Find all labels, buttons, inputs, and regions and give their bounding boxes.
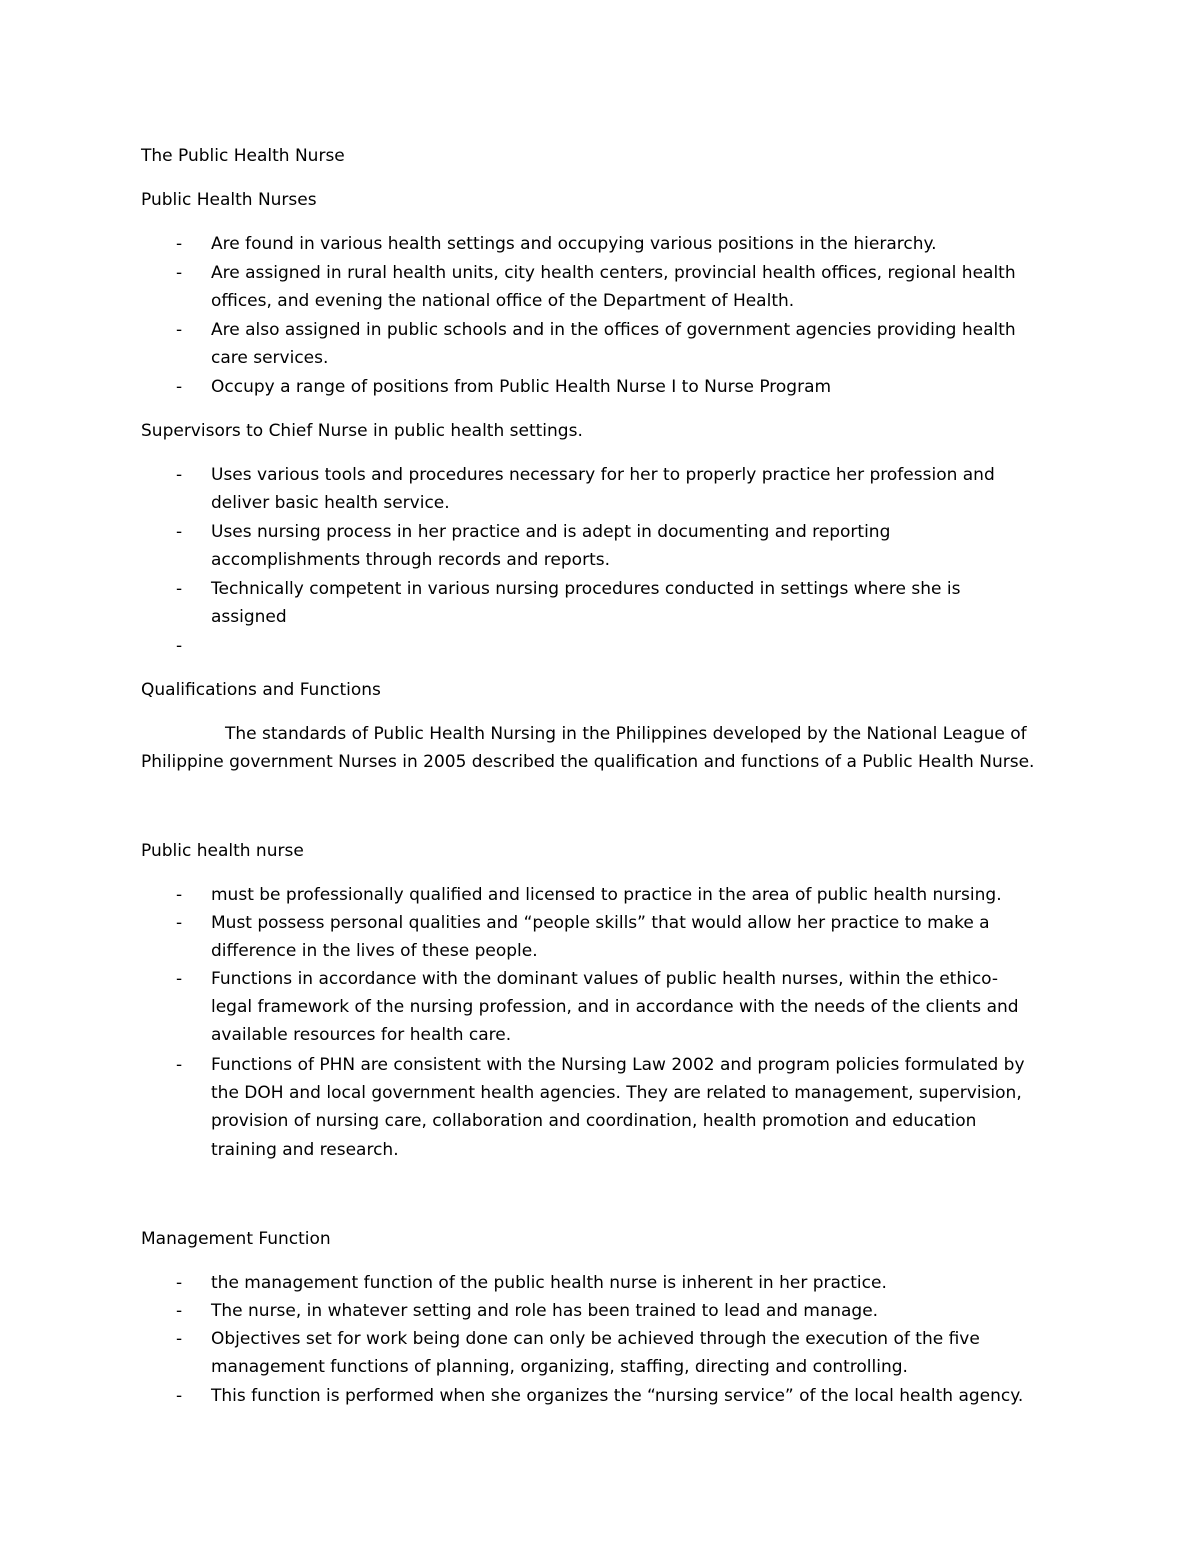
bullet-marker: - (176, 579, 183, 599)
bullet-text: management functions of planning, organizing, staffing, directing and controlling. (211, 1357, 908, 1377)
bullet-text: the DOH and local government health agencies. They are related to management, supervision, (211, 1083, 1022, 1103)
bullet-text: Objectives set for work being done can only be achieved through the execution of the five (211, 1329, 980, 1349)
bullet-text: Functions in accordance with the dominant values of public health nurses, within the ethico- (211, 969, 999, 989)
bullet-text: This function is performed when she organizes the “nursing service” of the local health agency. (211, 1386, 1024, 1406)
bullet-text: Uses nursing process in her practice and is adept in documenting and reporting (211, 522, 891, 542)
bullet-marker: - (176, 263, 183, 283)
bullet-text: Uses various tools and procedures necessary for her to properly practice her profession and (211, 465, 995, 485)
bullet-marker: - (176, 377, 183, 397)
section-heading-public-health-nurses: Public Health Nurses (141, 190, 317, 210)
section-heading-public-health-nurse: Public health nurse (141, 841, 304, 861)
paragraph-text: The standards of Public Health Nursing in the Philippines developed by the National League of (225, 724, 1027, 744)
section-heading-supervisors: Supervisors to Chief Nurse in public health settings. (141, 421, 583, 441)
bullet-text: Occupy a range of positions from Public Health Nurse I to Nurse Program (211, 377, 832, 397)
bullet-text: deliver basic health service. (211, 493, 450, 513)
bullet-text: Are found in various health settings and occupying various positions in the hierarchy. (211, 234, 937, 254)
bullet-text: Technically competent in various nursing procedures conducted in settings where she is (211, 579, 961, 599)
bullet-text: Must possess personal qualities and “people skills” that would allow her practice to make a (211, 913, 990, 933)
document-title: The Public Health Nurse (141, 146, 345, 166)
section-heading-management-function: Management Function (141, 1229, 331, 1249)
bullet-marker: - (176, 1329, 183, 1349)
bullet-marker: - (176, 234, 183, 254)
bullet-text: legal framework of the nursing profession, and in accordance with the needs of the clients and (211, 997, 1019, 1017)
bullet-text: The nurse, in whatever setting and role has been trained to lead and manage. (211, 1301, 879, 1321)
bullet-marker: - (176, 320, 183, 340)
bullet-text: assigned (211, 607, 287, 627)
bullet-marker: - (176, 913, 183, 933)
bullet-text: care services. (211, 348, 329, 368)
bullet-text: training and research. (211, 1140, 399, 1160)
bullet-marker: - (176, 885, 183, 905)
bullet-marker: - (176, 1273, 183, 1293)
bullet-marker: - (176, 636, 183, 656)
bullet-text: Are also assigned in public schools and in the offices of government agencies providing health (211, 320, 1016, 340)
bullet-text: offices, and evening the national office of the Department of Health. (211, 291, 795, 311)
bullet-marker: - (176, 465, 183, 485)
bullet-text: Functions of PHN are consistent with the Nursing Law 2002 and program policies formulated by (211, 1055, 1025, 1075)
section-heading-qualifications: Qualifications and Functions (141, 680, 381, 700)
bullet-marker: - (176, 1055, 183, 1075)
bullet-text: must be professionally qualified and licensed to practice in the area of public health nursing. (211, 885, 1002, 905)
bullet-text: accomplishments through records and reports. (211, 550, 610, 570)
bullet-text: available resources for health care. (211, 1025, 512, 1045)
bullet-text: difference in the lives of these people. (211, 941, 538, 961)
bullet-text: the management function of the public health nurse is inherent in her practice. (211, 1273, 887, 1293)
bullet-marker: - (176, 522, 183, 542)
bullet-text: Are assigned in rural health units, city health centers, provincial health offices, regional health (211, 263, 1016, 283)
bullet-text: provision of nursing care, collaboration and coordination, health promotion and education (211, 1111, 977, 1131)
bullet-marker: - (176, 1386, 183, 1406)
bullet-marker: - (176, 969, 183, 989)
bullet-marker: - (176, 1301, 183, 1321)
paragraph-text: Philippine government Nurses in 2005 described the qualification and functions of a Public Health Nurse. (141, 752, 1035, 772)
